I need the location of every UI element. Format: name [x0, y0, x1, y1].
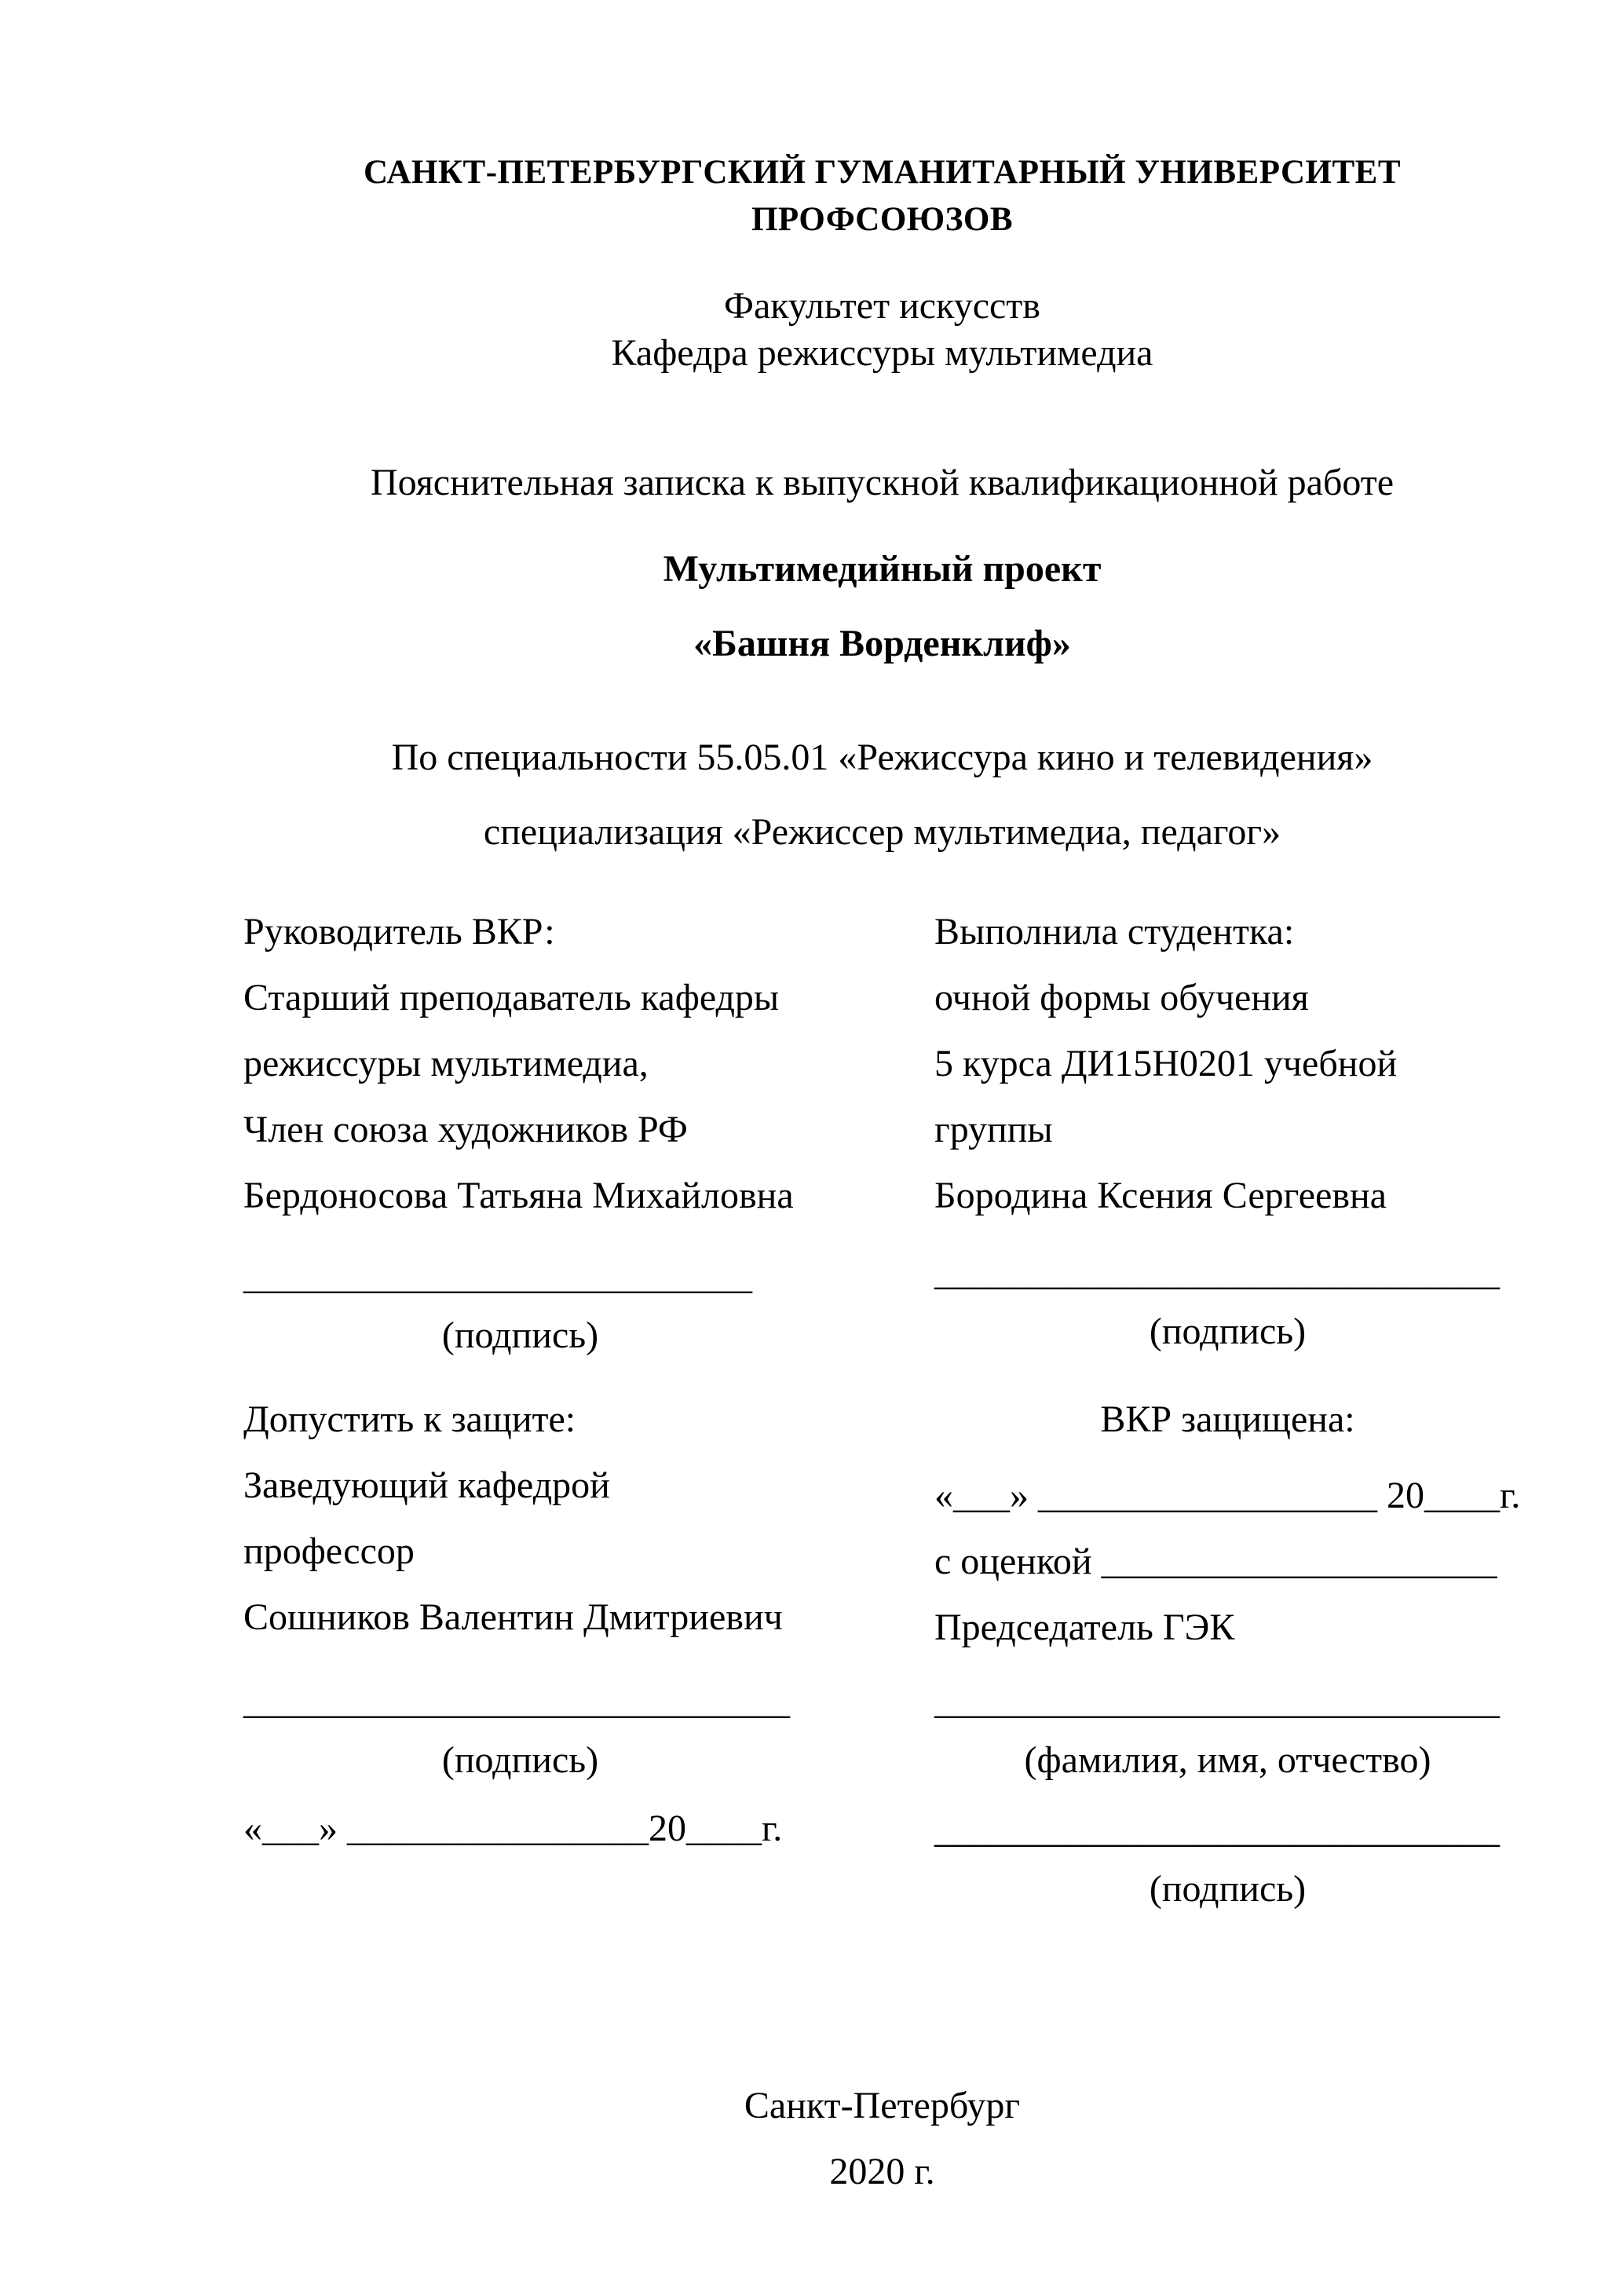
student-name: Бородина Ксения Сергеевна	[934, 1175, 1387, 1216]
defense-grade-blank: _____________________	[1101, 1541, 1497, 1582]
signatories-block-1	[243, 899, 1521, 1362]
student-signature-caption: (подпись)	[1149, 1311, 1307, 1352]
supervisor-line-3: Член союза художников РФ	[243, 1109, 688, 1150]
defense-chairman-label: Председатель ГЭК	[934, 1607, 1235, 1648]
student-line-1: очной формы обучения	[934, 977, 1309, 1018]
admission-line-2: профессор	[243, 1530, 415, 1572]
supervisor-name: Бердоносова Татьяна Михайловна	[243, 1175, 794, 1216]
supervisor-block	[243, 899, 934, 1362]
defense-block	[934, 1387, 1521, 1915]
supervisor-label: Руководитель ВКР:	[243, 911, 555, 952]
admission-signature-line: _____________________________	[243, 1680, 790, 1722]
supervisor-signature-line: ___________________________	[243, 1256, 752, 1297]
defense-label: ВКР защищена:	[1100, 1398, 1355, 1440]
defense-name-line: ______________________________	[934, 1680, 1500, 1722]
university-title: САНКТ-ПЕТЕРБУРГСКИЙ ГУМАНИТАРНЫЙ УНИВЕРСИТЕТ ПРОФСОЮЗОВ	[363, 154, 1402, 238]
footer-block	[243, 2073, 1521, 2205]
student-label: Выполнила студентка:	[934, 911, 1295, 952]
defense-grade-line	[934, 1529, 1521, 1595]
footer-year: 2020 г.	[829, 2151, 935, 2192]
project-type-line: Мультимедийный проект	[663, 548, 1102, 590]
admission-line-1: Заведующий кафедрой	[243, 1464, 610, 1506]
admission-signature-caption: (подпись)	[441, 1739, 599, 1781]
admission-label: Допустить к защите:	[243, 1398, 576, 1440]
admission-block	[243, 1387, 934, 1862]
specialty-line: По специальности 55.05.01 «Режиссура кино и телевидения»	[391, 737, 1373, 778]
explanatory-note-line: Пояснительная записка к выпускной квалификационной работе	[370, 462, 1395, 503]
faculty-line: Факультет искусств	[724, 285, 1040, 327]
document-content	[243, 0, 1521, 2205]
supervisor-line-1: Старший преподаватель кафедры	[243, 977, 780, 1018]
defense-name-caption: (фамилия, имя, отчество)	[1024, 1739, 1431, 1781]
defense-date-line: «___» __________________ 20____г.	[934, 1475, 1521, 1516]
supervisor-line-2: режиссуры мультимедиа,	[243, 1043, 649, 1084]
specialization-line: специализация «Режиссер мультимедиа, педагог»	[483, 811, 1281, 853]
admission-date-line: «___» ________________20____г.	[243, 1808, 783, 1849]
supervisor-signature-caption: (подпись)	[441, 1314, 599, 1356]
student-line-2: 5 курса ДИ15Н0201 учебной группы	[934, 1043, 1398, 1150]
defense-signature-caption: (подпись)	[1149, 1868, 1307, 1910]
project-title-line: «Башня Ворденклиф»	[693, 623, 1071, 664]
footer-city: Санкт-Петербург	[744, 2085, 1021, 2126]
defense-signature-line: ______________________________	[934, 1809, 1500, 1851]
department-line: Кафедра режиссуры мультимедиа	[611, 332, 1153, 374]
admission-name: Сошников Валентин Дмитриевич	[243, 1596, 783, 1638]
student-block	[934, 899, 1521, 1358]
signatories-block-2	[243, 1387, 1521, 1915]
supervisor-signature-area	[243, 1244, 797, 1362]
admission-signature-area	[243, 1669, 797, 1786]
student-signature-line: ______________________________	[934, 1252, 1500, 1293]
defense-grade-prefix: с оценкой	[934, 1541, 1092, 1582]
